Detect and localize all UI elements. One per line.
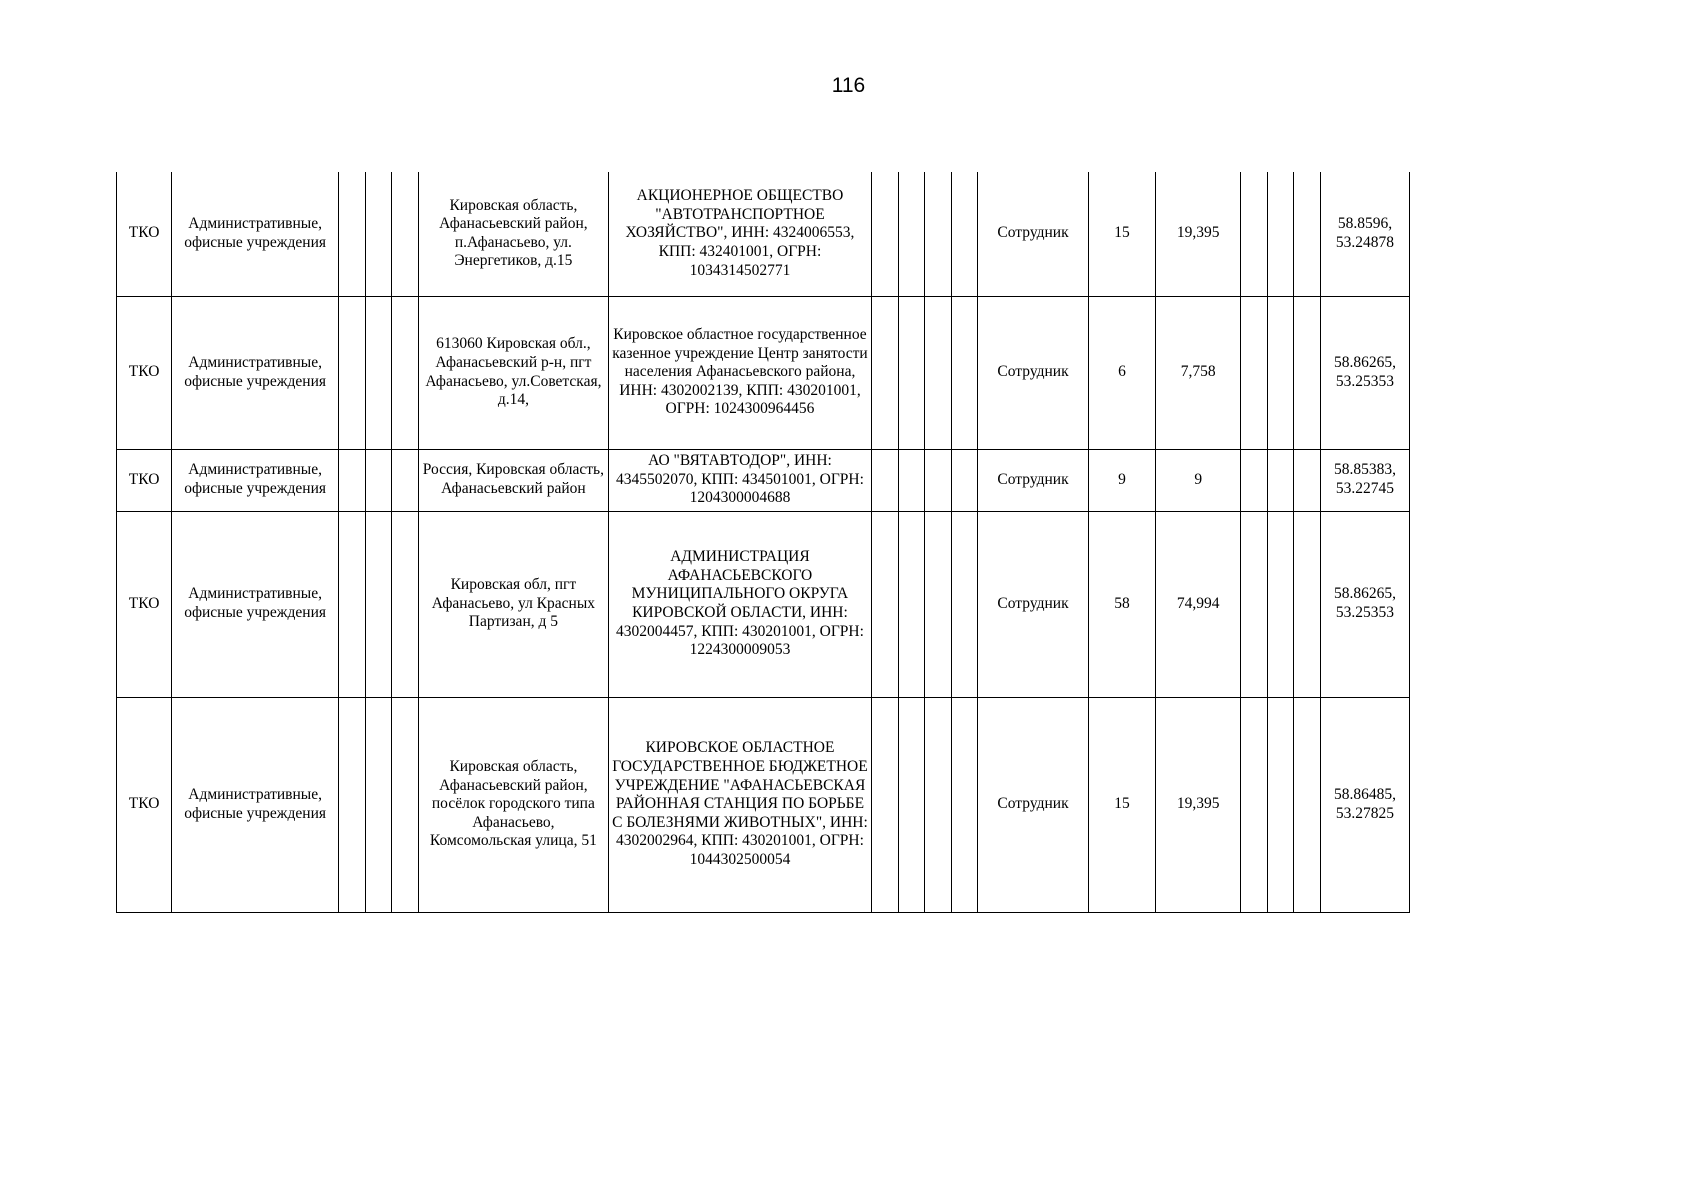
empty-cell [338, 697, 365, 912]
volume-cell: 74,994 [1156, 511, 1241, 697]
empty-cell [338, 511, 365, 697]
waste-type-cell: ТКО [117, 449, 172, 511]
coordinates-cell: 58.86265, 53.25353 [1320, 296, 1409, 449]
empty-cell [898, 172, 925, 296]
empty-cell [1241, 697, 1268, 912]
empty-cell [925, 172, 952, 296]
empty-cell [871, 449, 898, 511]
empty-cell [1294, 449, 1321, 511]
empty-cell [1267, 172, 1294, 296]
empty-cell [1294, 511, 1321, 697]
empty-cell [1267, 511, 1294, 697]
table-row [117, 296, 1410, 449]
category-cell: Административные, офисные учреждения [172, 511, 339, 697]
unit-cell: Сотрудник [978, 296, 1088, 449]
quantity-cell: 9 [1088, 449, 1156, 511]
quantity-cell: 6 [1088, 296, 1156, 449]
empty-cell [365, 172, 392, 296]
empty-cell [365, 511, 392, 697]
page-number: 116 [831, 74, 866, 97]
empty-cell [871, 172, 898, 296]
empty-cell [392, 172, 419, 296]
empty-cell [1267, 697, 1294, 912]
empty-cell [392, 449, 419, 511]
empty-cell [871, 697, 898, 912]
table-row [117, 172, 1410, 296]
empty-cell [951, 296, 978, 449]
empty-cell [925, 511, 952, 697]
empty-cell [898, 296, 925, 449]
waste-registry-table [116, 172, 1410, 913]
volume-cell: 7,758 [1156, 296, 1241, 449]
empty-cell [365, 697, 392, 912]
coordinates-cell: 58.8596, 53.24878 [1320, 172, 1409, 296]
empty-cell [925, 449, 952, 511]
empty-cell [925, 296, 952, 449]
empty-cell [1241, 296, 1268, 449]
organization-cell: Кировское областное государственное казенное учреждение Центр занятости населения Афанасьевского района, ИНН: 4302002139, КПП: 430201001, ОГРН: 1024300964456 [609, 296, 872, 449]
quantity-cell: 58 [1088, 511, 1156, 697]
empty-cell [1241, 511, 1268, 697]
empty-cell [951, 172, 978, 296]
empty-cell [1241, 449, 1268, 511]
empty-cell [392, 697, 419, 912]
empty-cell [1267, 449, 1294, 511]
empty-cell [1294, 172, 1321, 296]
volume-cell: 19,395 [1156, 172, 1241, 296]
organization-cell: АДМИНИСТРАЦИЯ АФАНАСЬЕВСКОГО МУНИЦИПАЛЬНОГО ОКРУГА КИРОВСКОЙ ОБЛАСТИ, ИНН: 4302004457, КПП: 430201001, ОГРН: 1224300009053 [609, 511, 872, 697]
empty-cell [392, 511, 419, 697]
category-cell: Административные, офисные учреждения [172, 697, 339, 912]
category-cell: Административные, офисные учреждения [172, 296, 339, 449]
waste-type-cell: ТКО [117, 511, 172, 697]
quantity-cell: 15 [1088, 697, 1156, 912]
empty-cell [871, 511, 898, 697]
empty-cell [1267, 296, 1294, 449]
empty-cell [898, 449, 925, 511]
address-cell: Кировская обл, пгт Афанасьево, ул Красных Партизан, д 5 [418, 511, 608, 697]
empty-cell [1294, 296, 1321, 449]
empty-cell [338, 449, 365, 511]
unit-cell: Сотрудник [978, 511, 1088, 697]
volume-cell: 9 [1156, 449, 1241, 511]
waste-type-cell: ТКО [117, 172, 172, 296]
empty-cell [392, 296, 419, 449]
quantity-cell: 15 [1088, 172, 1156, 296]
organization-cell: КИРОВСКОЕ ОБЛАСТНОЕ ГОСУДАРСТВЕННОЕ БЮДЖЕТНОЕ УЧРЕЖДЕНИЕ "АФАНАСЬЕВСКАЯ РАЙОННАЯ СТАНЦИЯ ПО БОРЬБЕ С БОЛЕЗНЯМИ ЖИВОТНЫХ", ИНН: 4302002964, КПП: 430201001, ОГРН: 1044302500054 [609, 697, 872, 912]
category-cell: Административные, офисные учреждения [172, 172, 339, 296]
empty-cell [871, 296, 898, 449]
coordinates-cell: 58.86265, 53.25353 [1320, 511, 1409, 697]
table-row [117, 449, 1410, 511]
address-cell: 613060 Кировская обл., Афанасьевский р-н, пгт Афанасьево, ул.Советская, д.14, [418, 296, 608, 449]
volume-cell: 19,395 [1156, 697, 1241, 912]
address-cell: Россия, Кировская область, Афанасьевский район [418, 449, 608, 511]
unit-cell: Сотрудник [978, 449, 1088, 511]
category-cell: Административные, офисные учреждения [172, 449, 339, 511]
empty-cell [1294, 697, 1321, 912]
unit-cell: Сотрудник [978, 172, 1088, 296]
empty-cell [951, 511, 978, 697]
organization-cell: АО "ВЯТАВТОДОР", ИНН: 4345502070, КПП: 434501001, ОГРН: 1204300004688 [609, 449, 872, 511]
coordinates-cell: 58.86485, 53.27825 [1320, 697, 1409, 912]
waste-type-cell: ТКО [117, 697, 172, 912]
empty-cell [898, 697, 925, 912]
table-row [117, 697, 1410, 912]
organization-cell: АКЦИОНЕРНОЕ ОБЩЕСТВО "АВТОТРАНСПОРТНОЕ ХОЗЯЙСТВО", ИНН: 4324006553, КПП: 432401001, ОГРН: 1034314502771 [609, 172, 872, 296]
empty-cell [365, 296, 392, 449]
empty-cell [365, 449, 392, 511]
address-cell: Кировская область, Афанасьевский район, посёлок городского типа Афанасьево, Комсомольская улица, 51 [418, 697, 608, 912]
empty-cell [898, 511, 925, 697]
empty-cell [925, 697, 952, 912]
table-row [117, 511, 1410, 697]
waste-type-cell: ТКО [117, 296, 172, 449]
empty-cell [951, 697, 978, 912]
coordinates-cell: 58.85383, 53.22745 [1320, 449, 1409, 511]
empty-cell [951, 449, 978, 511]
empty-cell [338, 172, 365, 296]
unit-cell: Сотрудник [978, 697, 1088, 912]
address-cell: Кировская область, Афанасьевский район, п.Афанасьево, ул. Энергетиков, д.15 [418, 172, 608, 296]
empty-cell [338, 296, 365, 449]
empty-cell [1241, 172, 1268, 296]
